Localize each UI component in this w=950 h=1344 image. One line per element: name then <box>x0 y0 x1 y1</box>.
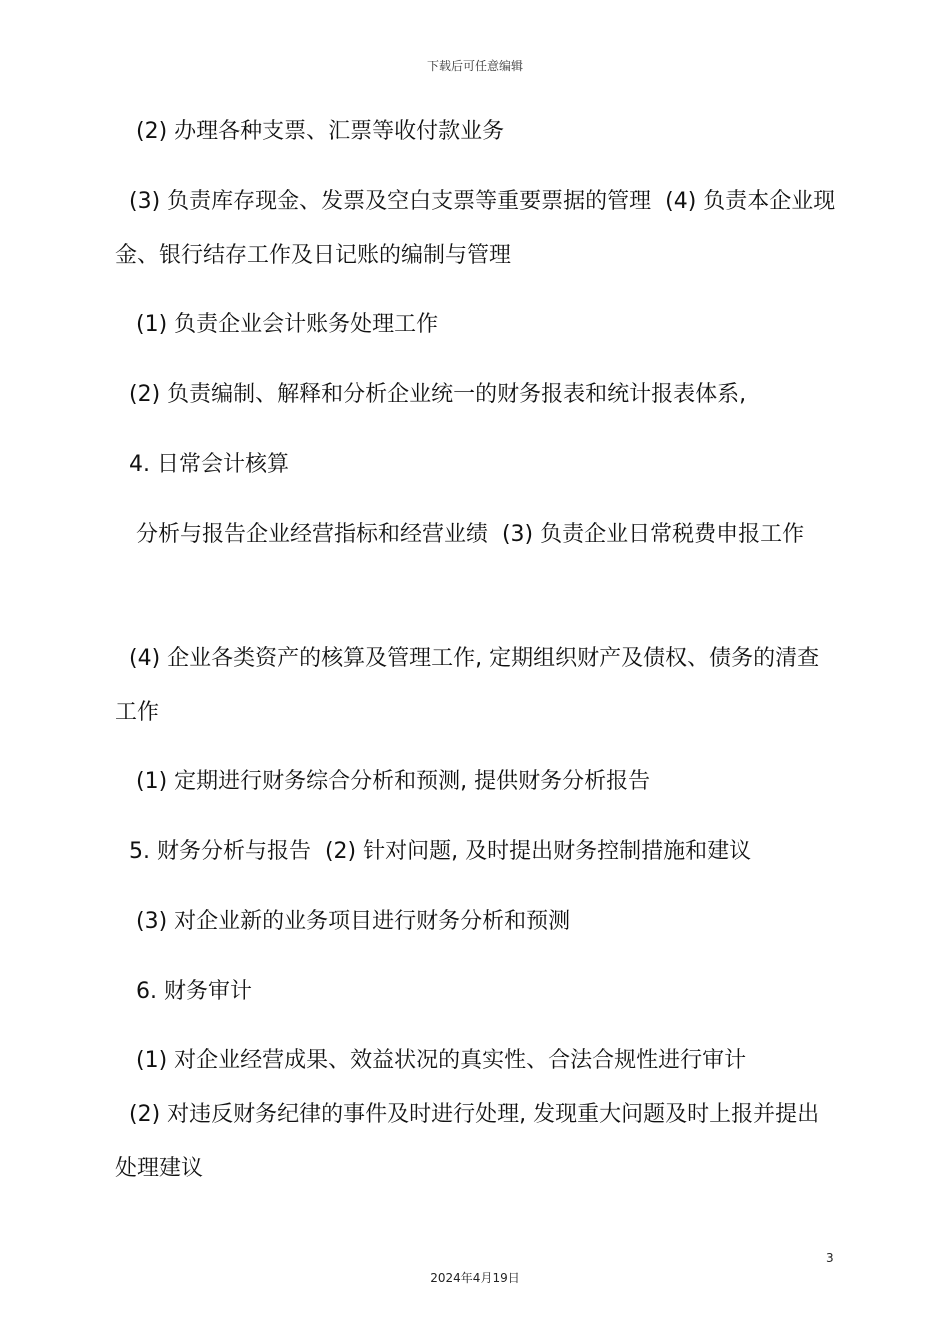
paragraph-7: (1) 定期进行财务综合分析和预测, 提供财务分析报告 <box>115 769 651 794</box>
paragraph-10: (2) 对违反财务纪律的事件及时进行处理, 发现重大问题及时上报并提出处理建议 <box>115 1102 820 1181</box>
page-number: 3 <box>826 1251 834 1265</box>
paragraph-1: (2) 办理各种支票、汇票等收付款业务 <box>115 119 505 144</box>
footer-date: 2024年4月19日 <box>430 1271 520 1285</box>
paragraph-3: (1) 负责企业会计账务处理工作 <box>115 312 439 337</box>
paragraph-9: (1) 对企业经营成果、效益状况的真实性、合法合规性进行审计 <box>115 1048 747 1073</box>
section-heading-5: 5. 财务分析与报告 (2) 针对问题, 及时提出财务控制措施和建议 <box>115 839 752 864</box>
paragraph-2: (3) 负责库存现金、发票及空白支票等重要票据的管理 (4) 负责本企业现金、银行结存工作及日记账的编制与管理 <box>115 189 836 268</box>
header-note: 下载后可任意编辑 <box>426 59 523 73</box>
section-heading-6: 6. 财务审计 <box>115 979 252 1004</box>
paragraph-5: 分析与报告企业经营指标和经营业绩 (3) 负责企业日常税费申报工作 <box>115 522 805 547</box>
section-heading-4: 4. 日常会计核算 <box>115 452 289 477</box>
paragraph-4: (2) 负责编制、解释和分析企业统一的财务报表和统计报表体系, <box>115 382 747 407</box>
paragraph-6: (4) 企业各类资产的核算及管理工作, 定期组织财产及债权、债务的清查工作 <box>115 646 820 725</box>
paragraph-8: (3) 对企业新的业务项目进行财务分析和预测 <box>115 909 571 934</box>
